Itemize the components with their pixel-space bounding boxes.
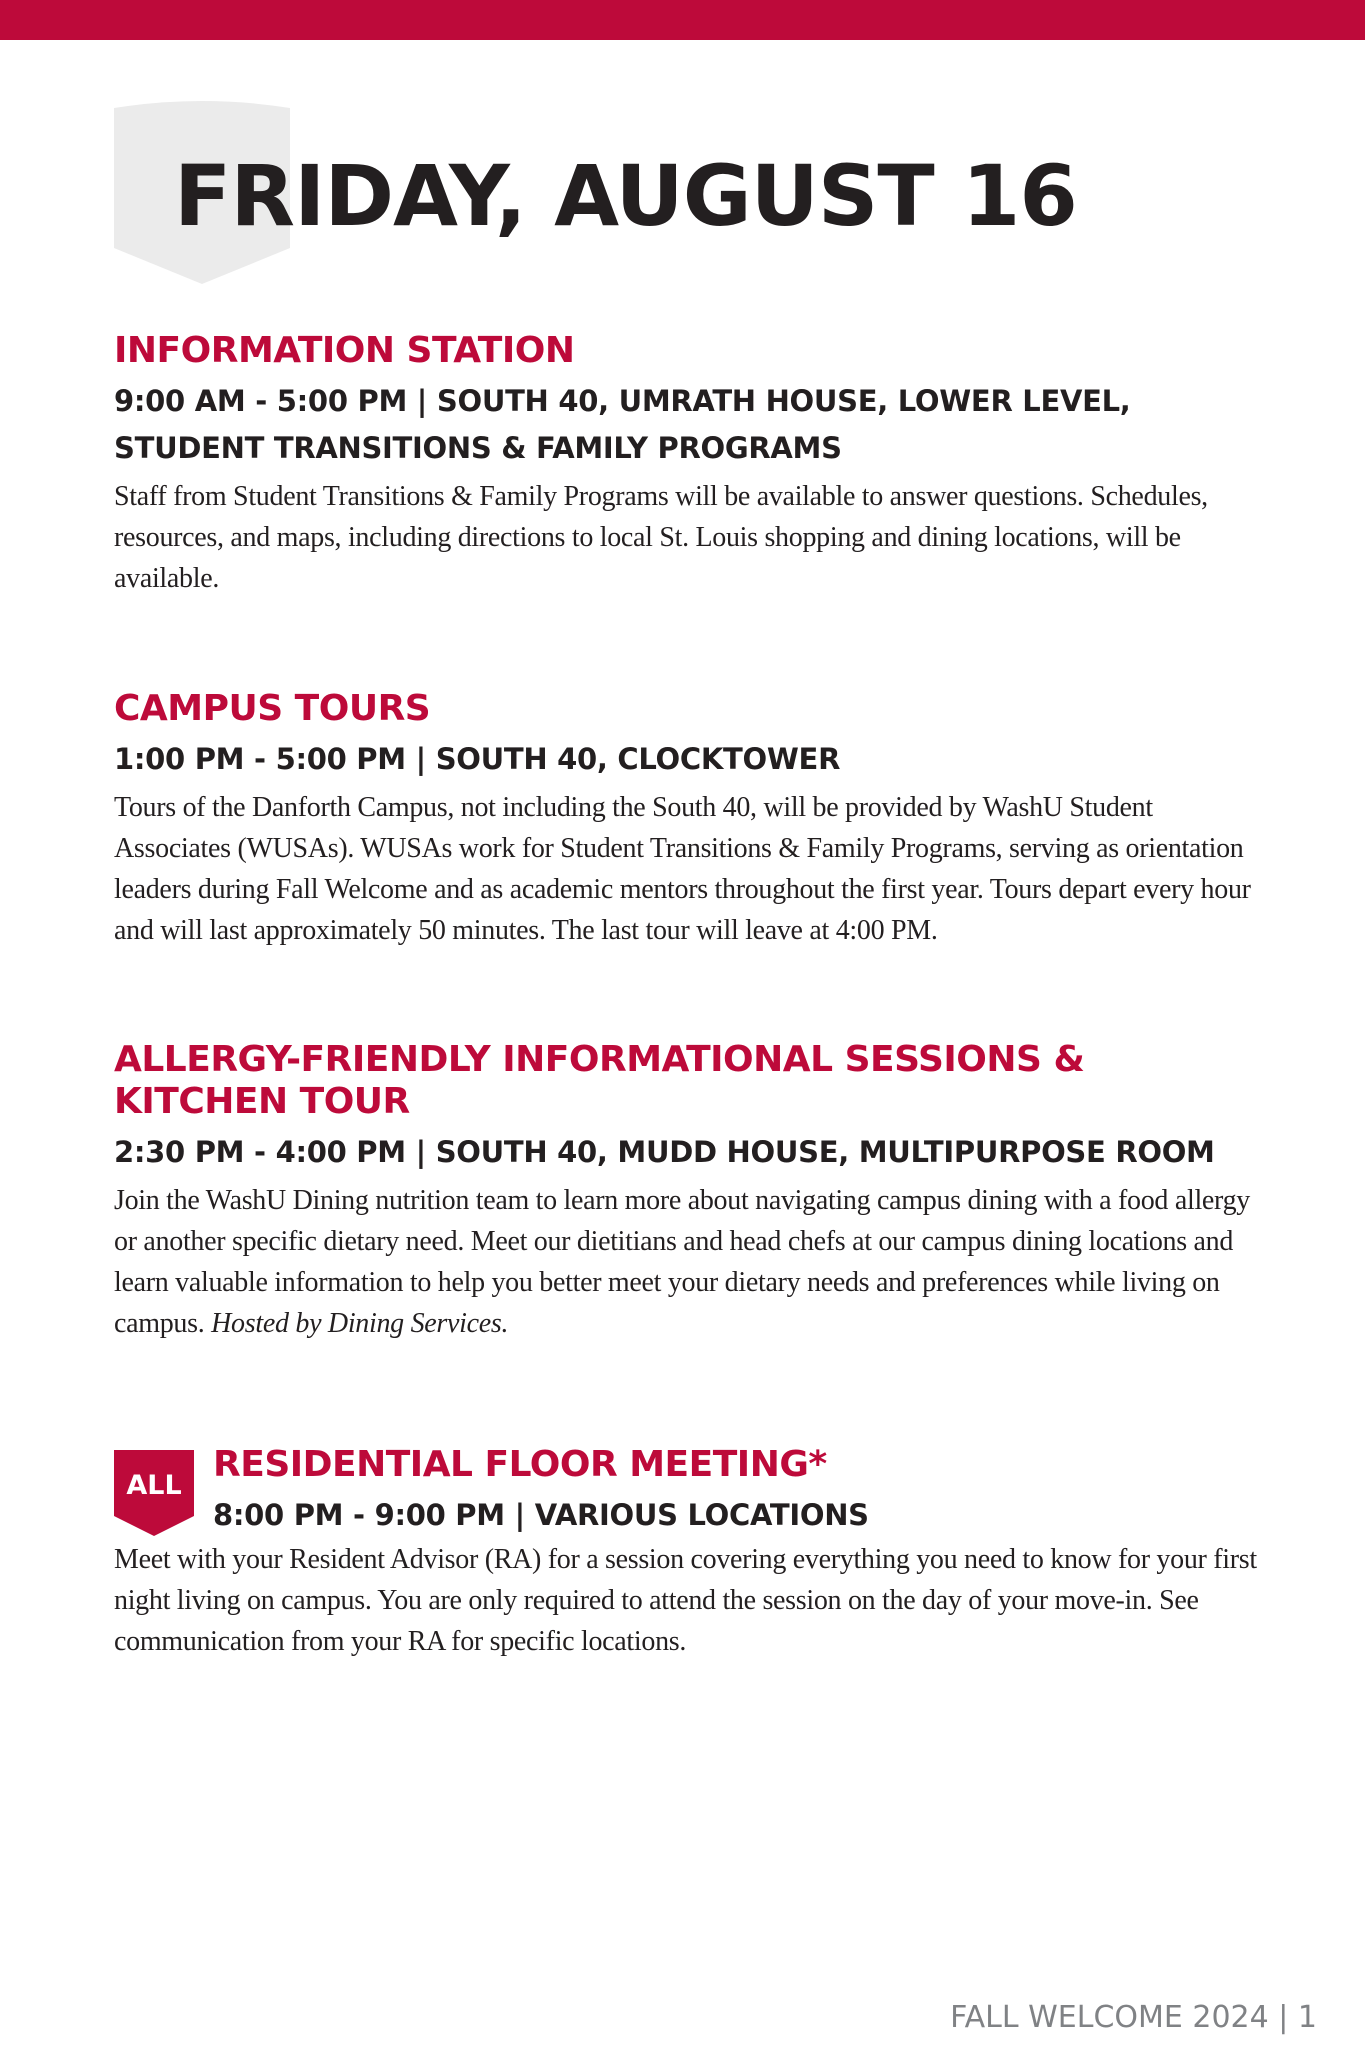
event-time-location: 1:00 PM - 5:00 PM | SOUTH 40, CLOCKTOWER: [114, 742, 841, 776]
top-accent-bar: [0, 0, 1365, 40]
event-title: INFORMATION STATION: [114, 330, 575, 371]
page-title: FRIDAY, AUGUST 16: [174, 147, 1077, 245]
event-time-location: 2:30 PM - 4:00 PM | SOUTH 40, MUDD HOUSE, MULTIPURPOSE ROOM: [114, 1135, 1215, 1169]
event-description: Meet with your Resident Advisor (RA) for a session covering everything you need to know for your first night living on campus. You are only required to attend the session on the day of your move-in. See communication from your RA for specific locations.: [114, 1544, 1257, 1657]
event-title: ALLERGY-FRIENDLY INFORMATIONAL SESSIONS & KITCHEN TOUR: [114, 1039, 1085, 1122]
event-allergy-friendly-sessions: [114, 1039, 1264, 1344]
event-description: Tours of the Danforth Campus, not including the South 40, will be provided by WashU Student Associates (WUSAs). WUSAs work for Student Transitions & Family Programs, serving as orientation leaders during Fall Welcome and as academic mentors throughout the first year. Tours depart every hour and will last approximately 50 minutes. The last tour will leave at 4:00 PM.: [114, 792, 1251, 946]
event-time-location: 8:00 PM - 9:00 PM | VARIOUS LOCATIONS: [213, 1498, 869, 1532]
all-badge-label: ALL: [126, 1470, 182, 1501]
event-title: RESIDENTIAL FLOOR MEETING*: [213, 1444, 827, 1485]
event-title: CAMPUS TOURS: [114, 688, 431, 729]
event-description: [114, 1180, 1264, 1344]
page-footer: FALL WELCOME 2024 | 1: [950, 2000, 1317, 2035]
event-time-location: 9:00 AM - 5:00 PM | SOUTH 40, UMRATH HOUSE, LOWER LEVEL, STUDENT TRANSITIONS & FAMILY PROGRAMS: [114, 384, 1131, 465]
event-residential-floor-meeting: [114, 1444, 1264, 1662]
event-information-station: [114, 330, 1264, 599]
event-description-text: Join the WashU Dining nutrition team to learn more about navigating campus dining with a food allergy or another specific dietary need. Meet our dietitians and head chefs at our campus dining locations and learn valuable information to help you better meet your dietary needs and preferences while living on campus.: [114, 1185, 1250, 1339]
event-campus-tours: [114, 688, 1264, 951]
event-host-note: Hosted by Dining Services.: [211, 1308, 509, 1339]
event-description: Staff from Student Transitions & Family Programs will be available to answer questions. Schedules, resources, and maps, including directions to local St. Louis shopping and dining locations, will be available.: [114, 481, 1208, 594]
